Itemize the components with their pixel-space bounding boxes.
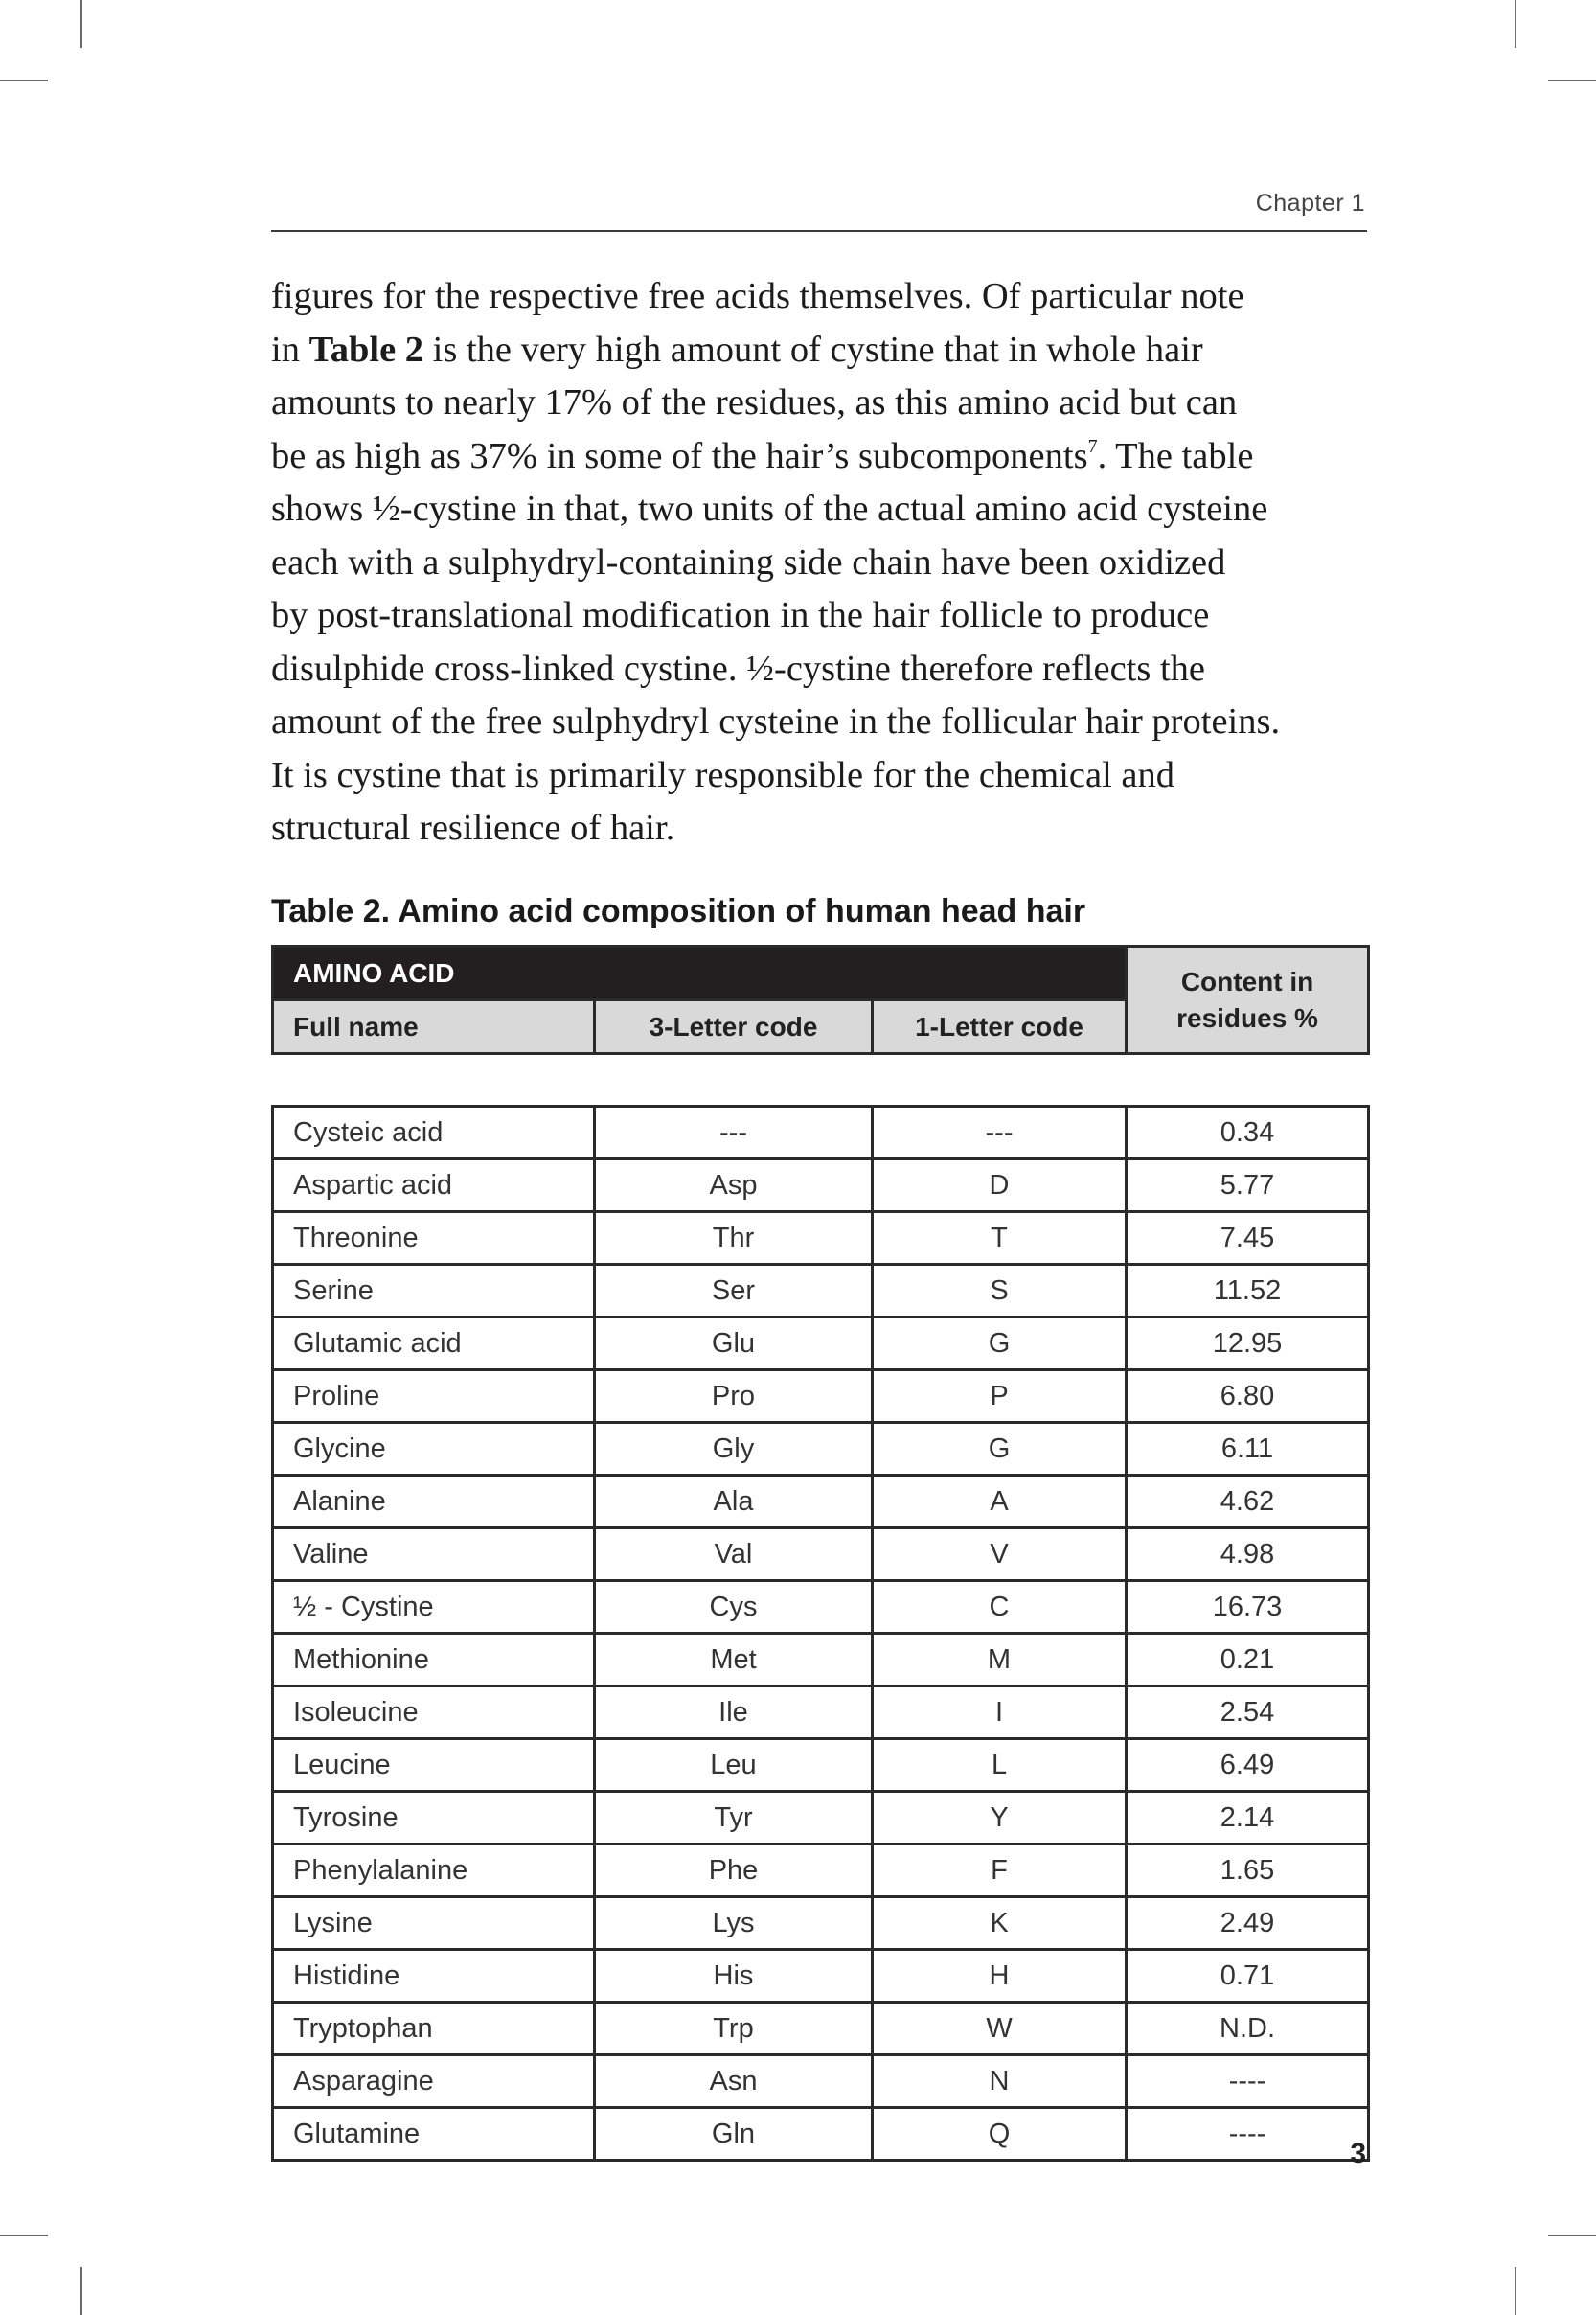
one-letter-cell: Y [873, 1792, 1127, 1845]
three-letter-cell: His [595, 1950, 873, 2003]
column-header-full-name: Full name [273, 1000, 595, 1054]
content-cell: 0.34 [1127, 1107, 1369, 1159]
body-paragraph [271, 270, 1373, 856]
one-letter-cell: F [873, 1845, 1127, 1897]
table-row [273, 1476, 1369, 1528]
one-letter-cell: N [873, 2055, 1127, 2108]
content-cell: ---- [1127, 2108, 1369, 2161]
three-letter-cell: Leu [595, 1739, 873, 1792]
name-cell: Serine [273, 1265, 595, 1318]
table-row [273, 2003, 1369, 2055]
table-row [273, 1528, 1369, 1581]
content-cell: 6.11 [1127, 1423, 1369, 1476]
content-cell: 7.45 [1127, 1212, 1369, 1265]
three-letter-cell: Asn [595, 2055, 873, 2108]
crop-mark [0, 80, 48, 81]
one-letter-cell: K [873, 1897, 1127, 1950]
crop-mark [0, 2235, 48, 2236]
name-cell: Glycine [273, 1423, 595, 1476]
content-cell: 0.21 [1127, 1634, 1369, 1686]
body-line: amounts to nearly 17% of the residues, as this amino acid but can [271, 382, 1238, 423]
one-letter-cell: P [873, 1370, 1127, 1423]
content-cell: 6.49 [1127, 1739, 1369, 1792]
one-letter-cell: S [873, 1265, 1127, 1318]
content-cell: 4.62 [1127, 1476, 1369, 1528]
table-title: Table 2. Amino acid composition of human head hair [271, 893, 1086, 929]
table-row [273, 2055, 1369, 2108]
three-letter-cell: --- [595, 1107, 873, 1159]
three-letter-cell: Val [595, 1528, 873, 1581]
table-row [273, 1423, 1369, 1476]
name-cell: Lysine [273, 1897, 595, 1950]
table-row [273, 1265, 1369, 1318]
body-line: figures for the respective free acids themselves. Of particular note [271, 276, 1244, 316]
content-cell: 0.71 [1127, 1950, 1369, 2003]
body-line: disulphide cross-linked cystine. ½-cystine therefore reflects the [271, 648, 1206, 689]
table-row [273, 1634, 1369, 1686]
content-cell: N.D. [1127, 2003, 1369, 2055]
group-header: AMINO ACID [273, 947, 1127, 1000]
column-header-three-letter: 3-Letter code [595, 1000, 873, 1054]
name-cell: Tryptophan [273, 2003, 595, 2055]
one-letter-cell: W [873, 2003, 1127, 2055]
three-letter-cell: Ser [595, 1265, 873, 1318]
name-cell: Methionine [273, 1634, 595, 1686]
table-row [273, 1792, 1369, 1845]
table-body [273, 1054, 1369, 2161]
three-letter-cell: Tyr [595, 1792, 873, 1845]
three-letter-cell: Ile [595, 1686, 873, 1739]
name-cell: Phenylalanine [273, 1845, 595, 1897]
table-row [273, 1318, 1369, 1370]
three-letter-cell: Ala [595, 1476, 873, 1528]
three-letter-cell: Asp [595, 1159, 873, 1212]
one-letter-cell: Q [873, 2108, 1127, 2161]
body-line: structural resilience of hair. [271, 808, 675, 848]
three-letter-cell: Met [595, 1634, 873, 1686]
crop-mark [1548, 80, 1596, 81]
three-letter-cell: Phe [595, 1845, 873, 1897]
body-line: amount of the free sulphydryl cysteine in the follicular hair proteins. [271, 701, 1281, 742]
three-letter-cell: Cys [595, 1581, 873, 1634]
one-letter-cell: D [873, 1159, 1127, 1212]
crop-mark [1515, 2267, 1516, 2315]
content-cell: 5.77 [1127, 1159, 1369, 1212]
column-header-one-letter: 1-Letter code [873, 1000, 1127, 1054]
name-cell: Leucine [273, 1739, 595, 1792]
content-cell: 4.98 [1127, 1528, 1369, 1581]
content-header: Content in residues % [1127, 947, 1369, 1054]
crop-mark [80, 2267, 82, 2315]
body-line: each with a sulphydryl-containing side chain have been oxidized [271, 541, 1226, 583]
table-row [273, 1845, 1369, 1897]
three-letter-cell: Glu [595, 1318, 873, 1370]
table-row [273, 1739, 1369, 1792]
table-reference: Table 2 [308, 329, 424, 370]
one-letter-cell: V [873, 1528, 1127, 1581]
crop-mark [1548, 2235, 1596, 2236]
table-row [273, 1370, 1369, 1423]
header-spacer [273, 1054, 1369, 1107]
footnote-ref: 7 [1087, 435, 1098, 457]
three-letter-cell: Gln [595, 2108, 873, 2161]
amino-acid-table [271, 945, 1370, 2162]
body-line: in Table 2 is the very high amount of cystine that in whole hair [271, 329, 1203, 370]
page-number: 3 [1350, 2138, 1366, 2169]
name-cell: Asparagine [273, 2055, 595, 2108]
content-cell: 16.73 [1127, 1581, 1369, 1634]
three-letter-cell: Trp [595, 2003, 873, 2055]
one-letter-cell: I [873, 1686, 1127, 1739]
three-letter-cell: Thr [595, 1212, 873, 1265]
one-letter-cell: A [873, 1476, 1127, 1528]
table-row [273, 1581, 1369, 1634]
table-row [273, 1686, 1369, 1739]
body-line: by post-translational modification in the hair follicle to produce [271, 595, 1210, 635]
crop-mark [80, 0, 82, 48]
one-letter-cell: --- [873, 1107, 1127, 1159]
table-row [273, 1107, 1369, 1159]
three-letter-cell: Pro [595, 1370, 873, 1423]
one-letter-cell: G [873, 1318, 1127, 1370]
table-row [273, 2108, 1369, 2161]
content-cell: 2.49 [1127, 1897, 1369, 1950]
body-line: be as high as 37% in some of the hair’s subcomponents$^7$. The table [271, 435, 1254, 476]
body-line: shows ½-cystine in that, two units of the actual amino acid cysteine [271, 489, 1268, 529]
name-cell: Tyrosine [273, 1792, 595, 1845]
table-row [273, 1950, 1369, 2003]
three-letter-cell: Lys [595, 1897, 873, 1950]
one-letter-cell: L [873, 1739, 1127, 1792]
one-letter-cell: H [873, 1950, 1127, 2003]
name-cell: Valine [273, 1528, 595, 1581]
one-letter-cell: C [873, 1581, 1127, 1634]
name-cell: Proline [273, 1370, 595, 1423]
content-cell: 6.80 [1127, 1370, 1369, 1423]
name-cell: Histidine [273, 1950, 595, 2003]
name-cell: Threonine [273, 1212, 595, 1265]
table-row [273, 1897, 1369, 1950]
content-cell: 11.52 [1127, 1265, 1369, 1318]
content-cell: ---- [1127, 2055, 1369, 2108]
name-cell: Glutamine [273, 2108, 595, 2161]
table-row [273, 1159, 1369, 1212]
content-cell: 1.65 [1127, 1845, 1369, 1897]
crop-mark [1515, 0, 1516, 48]
running-header [271, 188, 1367, 232]
name-cell: Glutamic acid [273, 1318, 595, 1370]
table-row [273, 1212, 1369, 1265]
content-cell: 2.54 [1127, 1686, 1369, 1739]
three-letter-cell: Gly [595, 1423, 873, 1476]
one-letter-cell: M [873, 1634, 1127, 1686]
name-cell: Cysteic acid [273, 1107, 595, 1159]
chapter-label: Chapter 1 [1255, 190, 1365, 217]
one-letter-cell: G [873, 1423, 1127, 1476]
name-cell: Alanine [273, 1476, 595, 1528]
body-line: It is cystine that is primarily responsible for the chemical and [271, 754, 1174, 795]
one-letter-cell: T [873, 1212, 1127, 1265]
name-cell: Aspartic acid [273, 1159, 595, 1212]
name-cell: ½ - Cystine [273, 1581, 595, 1634]
name-cell: Isoleucine [273, 1686, 595, 1739]
content-cell: 12.95 [1127, 1318, 1369, 1370]
content-cell: 2.14 [1127, 1792, 1369, 1845]
